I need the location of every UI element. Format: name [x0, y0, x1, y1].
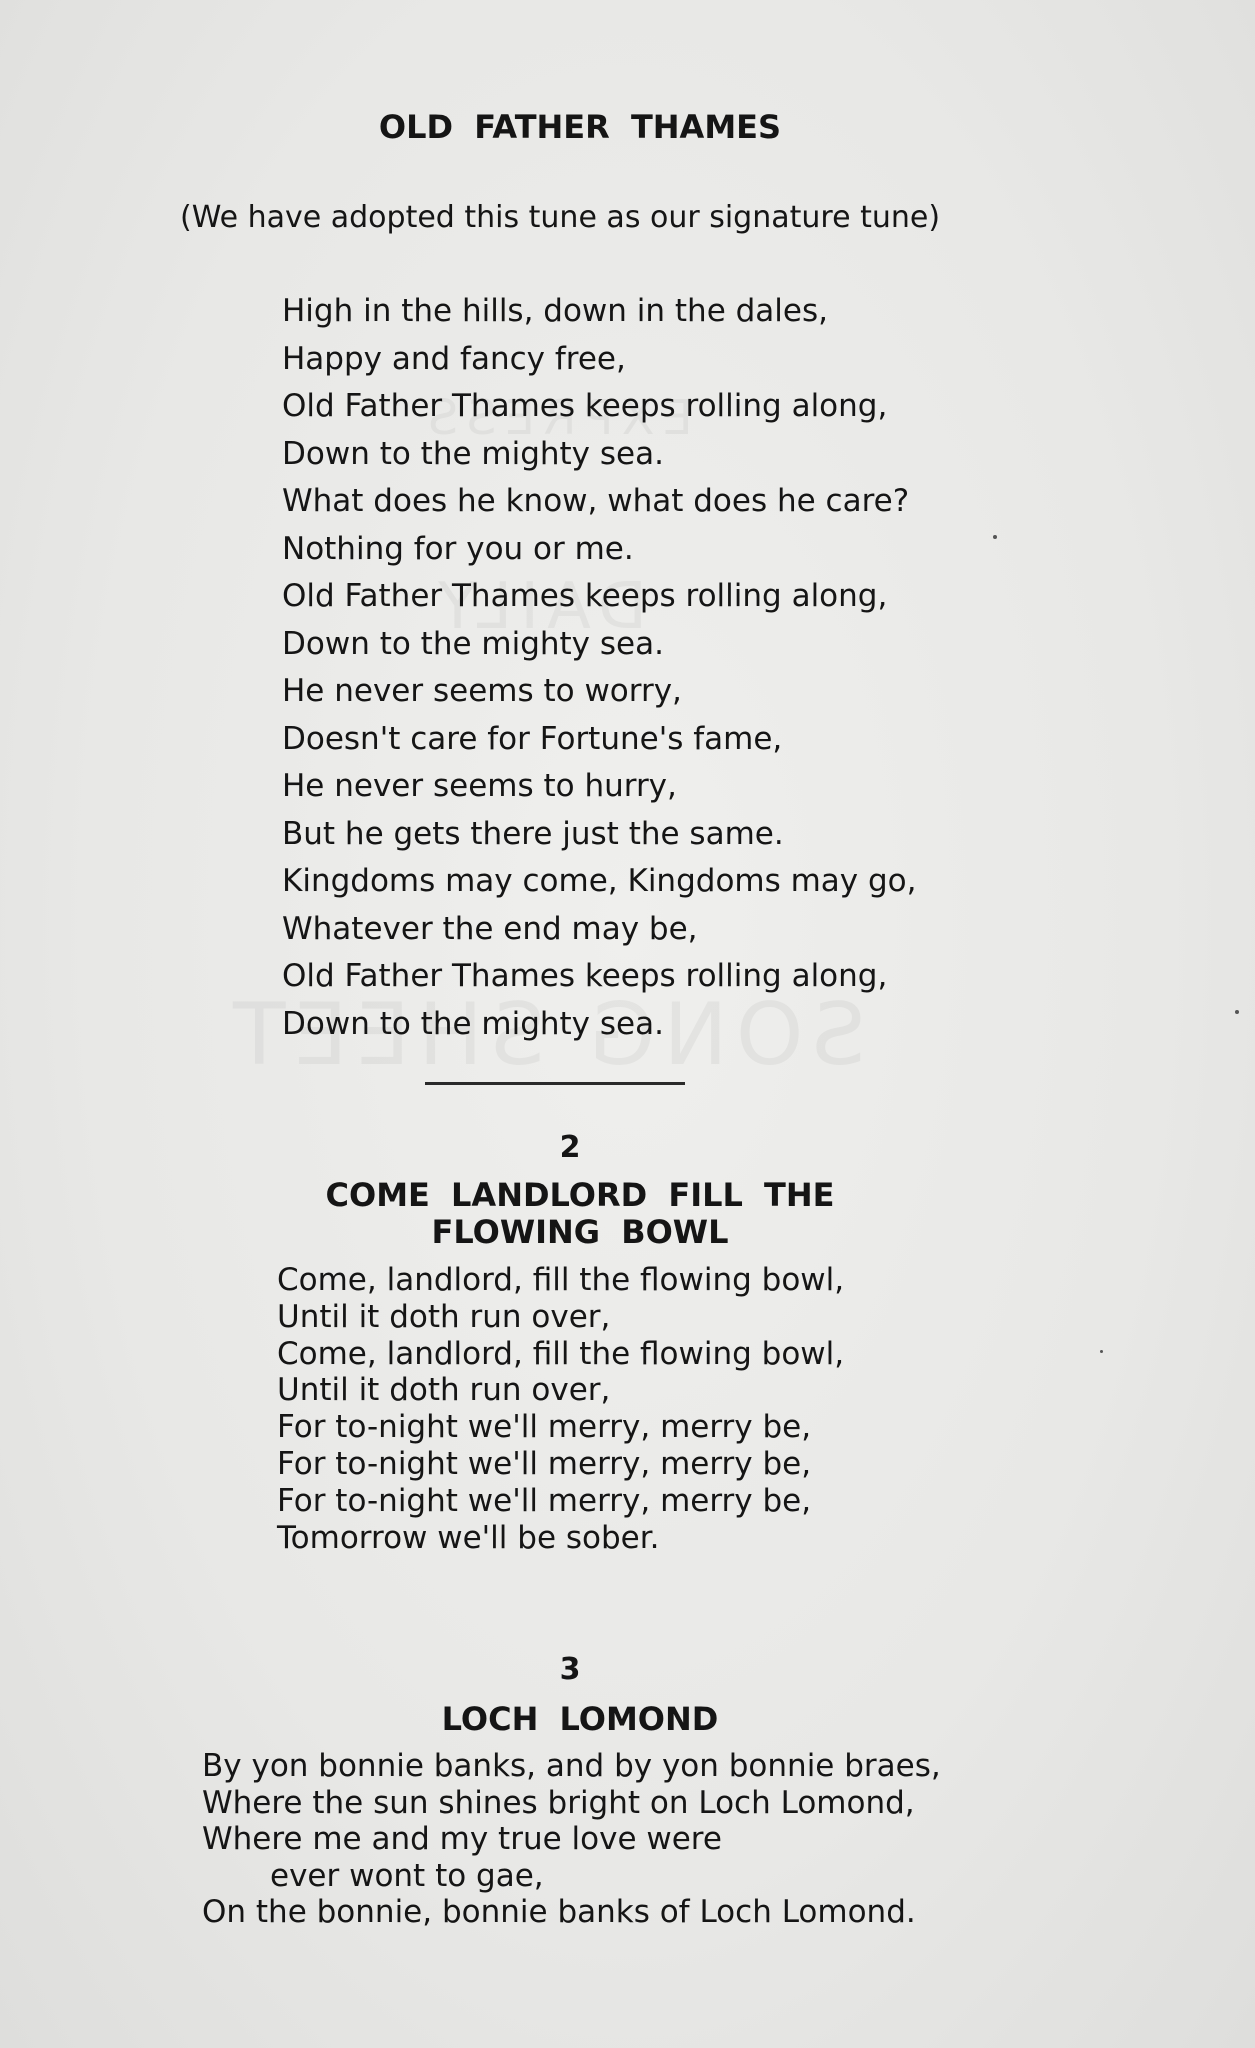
lyric-line: On the bonnie, bonnie banks of Loch Lomond.	[202, 1894, 916, 1930]
song2-lyrics	[277, 1262, 844, 1556]
lyric-line: He never seems to worry,	[282, 673, 682, 709]
lyric-line: Where the sun shines bright on Loch Lomond,	[202, 1784, 915, 1821]
song2-title-line2: FLOWING BOWL	[431, 1213, 729, 1251]
paper-speck	[993, 535, 997, 539]
lyric-line: Until it doth run over,	[277, 1372, 611, 1409]
lyric-line: Old Father Thames keeps rolling along,	[282, 578, 888, 614]
lyric-line: Down to the mighty sea.	[282, 1005, 664, 1042]
lyric-line: Until it doth run over,	[277, 1298, 611, 1335]
lyric-line: Old Father Thames keeps rolling along,	[282, 388, 888, 424]
song3-title: LOCH LOMOND	[441, 1700, 719, 1738]
lyric-line: Come, landlord, fill the flowing bowl,	[277, 1335, 845, 1372]
song3-number: 3	[559, 1652, 581, 1687]
paper-speck	[1235, 1010, 1239, 1014]
lyric-line: Down to the mighty sea.	[282, 625, 664, 662]
lyric-line: Old Father Thames keeps rolling along,	[282, 958, 888, 994]
song2-title-line1: COME LANDLORD FILL THE	[325, 1176, 835, 1214]
lyric-line: ever wont to gae,	[270, 1857, 544, 1894]
lyric-line: But he gets there just the same.	[282, 815, 784, 852]
lyric-line: For to-night we'll merry, merry be,	[277, 1445, 812, 1482]
lyric-line: Happy and fancy free,	[282, 340, 626, 377]
lyric-line: Down to the mighty sea.	[282, 435, 664, 472]
paper-speck	[1100, 1350, 1103, 1353]
song3-lyrics	[202, 1748, 941, 1931]
song1-intro: (We have adopted this tune as our signature tune)	[180, 200, 941, 235]
lyric-line: Tomorrow we'll be sober.	[277, 1519, 660, 1556]
section-divider	[425, 1082, 685, 1085]
song1-title: OLD FATHER THAMES	[378, 108, 782, 146]
lyric-line: High in the hills, down in the dales,	[282, 293, 828, 329]
lyric-line: For to-night we'll merry, merry be,	[277, 1482, 812, 1519]
lyric-line: By yon bonnie banks, and by yon bonnie braes,	[202, 1748, 941, 1784]
lyric-line: Where me and my true love were	[202, 1821, 722, 1857]
lyric-line: Kingdoms may come, Kingdoms may go,	[282, 863, 917, 899]
lyric-line: He never seems to hurry,	[282, 768, 677, 804]
lyric-line: What does he know, what does he care?	[282, 483, 910, 519]
lyric-line: Whatever the end may be,	[282, 910, 698, 947]
lyric-line: Doesn't care for Fortune's fame,	[282, 720, 783, 757]
song2-number: 2	[559, 1130, 581, 1165]
song1-lyrics	[282, 288, 917, 1048]
lyric-line: Nothing for you or me.	[282, 530, 634, 567]
lyric-line: Come, landlord, fill the flowing bowl,	[277, 1262, 845, 1298]
lyric-line: For to-night we'll merry, merry be,	[277, 1409, 812, 1446]
